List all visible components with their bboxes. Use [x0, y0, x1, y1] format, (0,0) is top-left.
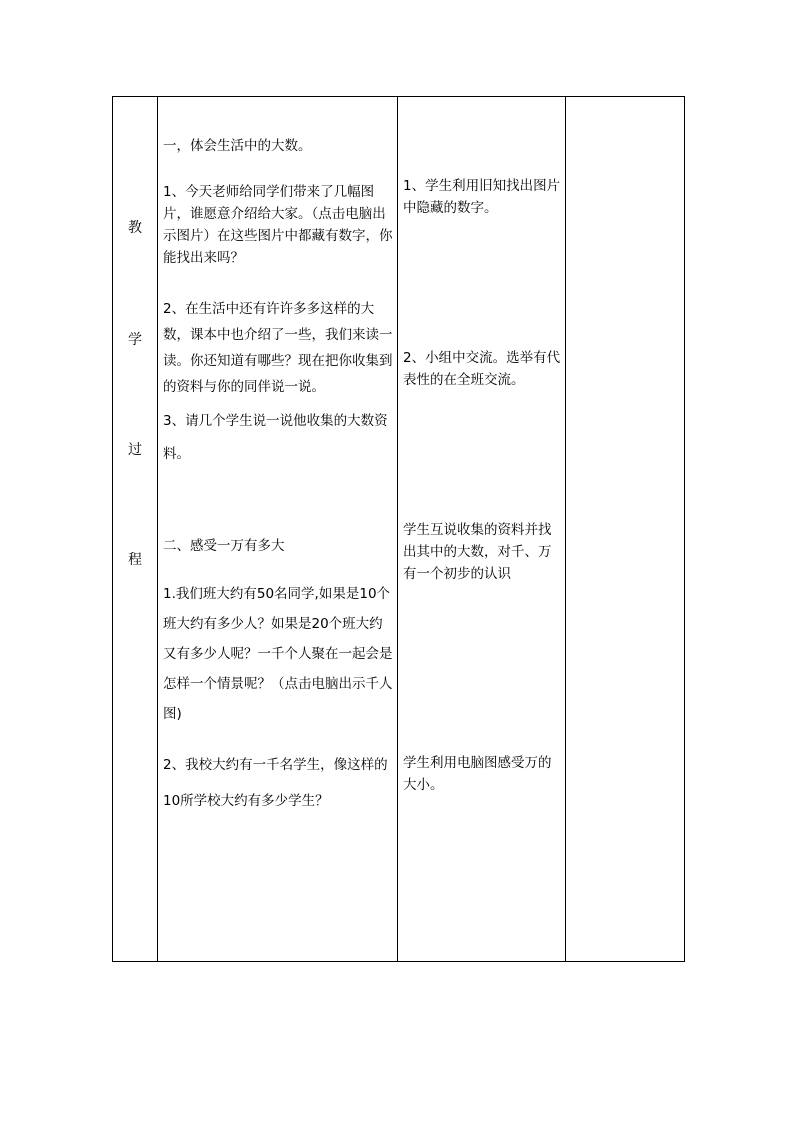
- stage-label-char: 过: [128, 442, 142, 458]
- section-heading: 一，体会生活中的大数。: [163, 138, 312, 154]
- student-paragraph: 2、小组中交流。选举有代表性的在全班交流。: [403, 350, 561, 388]
- column-divider: [157, 97, 158, 961]
- teacher-paragraph: 2、在生活中还有许许多多这样的大数，课本中也介绍了一些，我们来读一读。你还知道有哪些？现在把你收集到的资料与你的同伴说一说。: [163, 301, 393, 395]
- stage-label-char: 程: [128, 552, 142, 568]
- student-paragraph: 学生利用电脑图感受万的大小。: [403, 755, 552, 793]
- stage-label-char: 学: [128, 332, 142, 348]
- student-paragraph: 学生互说收集的资料并找出其中的大数，对千、万有一个初步的认识: [403, 522, 552, 582]
- teacher-paragraph: 1、今天老师给同学们带来了几幅图片，谁愿意介绍给大家。（点击电脑出示图片）在这些图片中都藏有数字，你能找出来吗？: [163, 184, 393, 266]
- student-paragraph: 1、学生利用旧知找出图片中隐藏的数字。: [403, 178, 561, 216]
- section-heading: 二、感受一万有多大: [163, 538, 285, 554]
- lesson-table: [112, 96, 685, 962]
- teacher-paragraph: 3、请几个学生说一说他收集的大数资料。: [163, 413, 388, 462]
- stage-label-char: 教: [128, 220, 142, 236]
- column-divider: [397, 97, 398, 961]
- teacher-paragraph: 2、我校大约有一千名学生，像这样的10所学校大约有多少学生？: [163, 757, 388, 809]
- column-divider: [565, 97, 566, 961]
- teacher-paragraph: 1.我们班大约有50名同学,如果是10个班大约有多少人？如果是20个班大约又有多少人呢？一千个人聚在一起会是怎样一个情景呢？（点击电脑出示千人图): [163, 586, 393, 722]
